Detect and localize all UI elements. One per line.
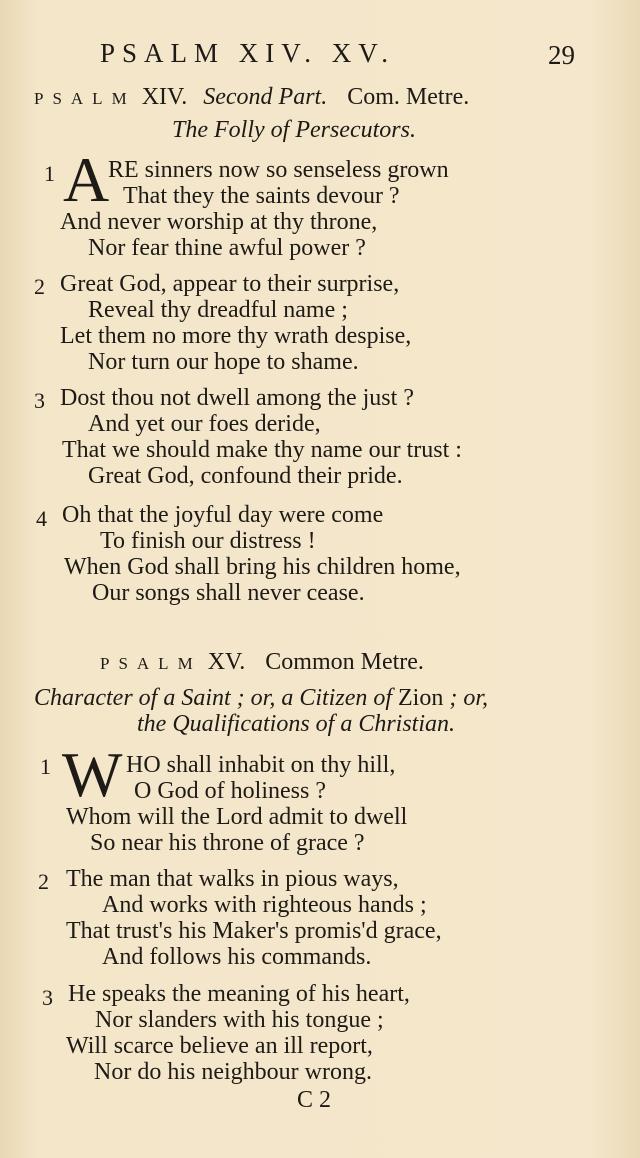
verse-line: Let them no more thy wrath despise, [60,323,412,349]
psalm-15-subtitle-line1 [34,685,488,712]
stanza-number: 2 [38,869,49,894]
running-title: PSALM XIV. XV. [100,38,396,68]
verse-line: That they the saints devour ? [123,183,400,209]
stanza-number: 2 [34,274,45,299]
verse-line: Whom will the Lord admit to dwell [66,804,408,830]
verse-line: HO shall inhabit on thy hill, [126,752,396,778]
psalm-15-subtitle-line2: the Qualifications of a Christian. [137,711,456,737]
drop-cap: A [63,144,110,215]
stanza-number: 4 [36,506,47,531]
stanza-number: 3 [42,985,53,1010]
verse-line: Our songs shall never cease. [92,580,365,606]
verse-line: Great God, appear to their surprise, [60,271,400,297]
psalm-metre: Com. Metre. [347,84,470,110]
subtitle-text: ; or, [449,685,489,711]
verse-line: When God shall bring his children home, [64,554,461,580]
psalm-number: XIV. [141,84,188,110]
psalm-14-title [34,84,469,111]
verse-line: And works with righteous hands ; [102,892,427,918]
stanza-number: 3 [34,388,45,413]
verse-line: So near his throne of grace ? [90,830,365,856]
psalm-word: PSALM [34,89,136,108]
psalm-part: Second Part. [203,84,328,110]
verse-line: Oh that the joyful day were come [62,502,384,528]
verse-line: The man that walks in pious ways, [66,866,399,892]
psalm-14-subtitle: The Folly of Persecutors. [172,117,416,143]
psalm-number: XV. [207,649,246,675]
verse-line: Nor fear thine awful power ? [88,235,366,261]
verse-line: That we should make thy name our trust : [62,437,462,463]
signature-mark: C 2 [297,1087,332,1113]
verse-line: Reveal thy dreadful name ; [88,297,348,323]
verse-line: O God of holiness ? [134,778,326,804]
psalm-15-title [100,649,424,676]
page-number: 29 [548,40,575,70]
verse-line: Great God, confound their pride. [88,463,403,489]
verse-line: Nor slanders with his tongue ; [95,1007,384,1033]
verse-line: And never worship at thy throne, [60,209,378,235]
verse-line: Will scarce believe an ill report, [66,1033,373,1059]
verse-line: That trust's his Maker's promis'd grace, [66,918,442,944]
stanza-number: 1 [44,161,55,186]
drop-cap: W [62,739,123,810]
subtitle-text: Character of a Saint ; or, a Citizen of [34,685,393,711]
verse-line: Dost thou not dwell among the just ? [60,385,414,411]
verse-line: Nor turn our hope to shame. [88,349,359,375]
verse-line: To finish our distress ! [100,528,316,554]
verse-line: And follows his commands. [102,944,372,970]
verse-line: He speaks the meaning of his heart, [68,981,410,1007]
verse-line: And yet our foes deride, [88,411,321,437]
psalm-metre: Common Metre. [265,649,424,675]
stanza-number: 1 [40,754,51,779]
subtitle-zion: Zion [398,685,444,711]
verse-line: Nor do his neighbour wrong. [94,1059,372,1085]
verse-line: RE sinners now so senseless grown [108,157,449,183]
psalm-word: PSALM [100,654,202,673]
